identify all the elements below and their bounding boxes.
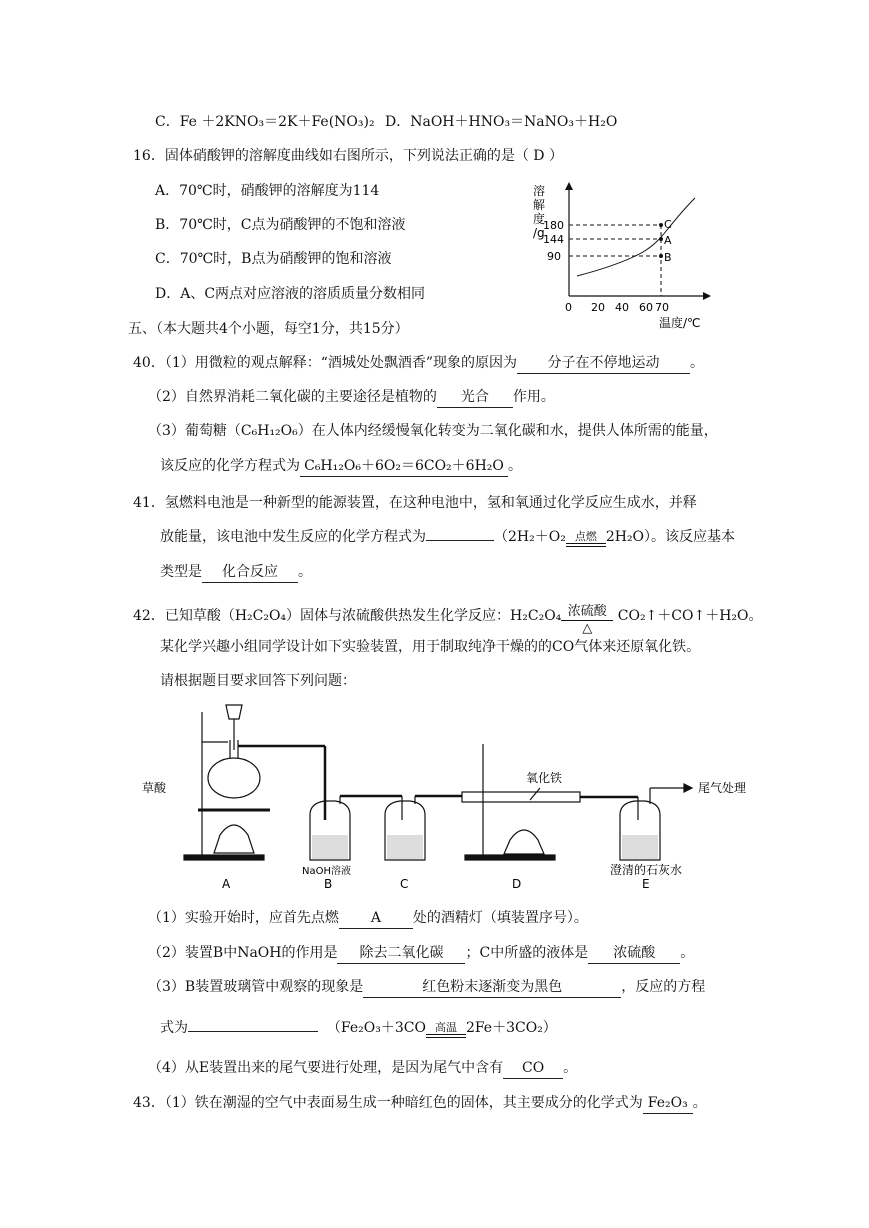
q40-p3-end: 。	[508, 458, 522, 474]
xtick-40: 40	[615, 301, 629, 314]
q42-s1	[148, 908, 588, 929]
ylabel-char-3: 度	[533, 212, 546, 226]
q43-text: 43．（1）铁在潮湿的空气中表面易生成一种暗红色的固体，其主要成分的化学式为	[133, 1095, 643, 1111]
q42-s1-answer: A	[339, 908, 413, 929]
q40-p1-answer: 分子在不停地运动	[517, 353, 690, 374]
q42-products: CO₂↑＋CO↑＋H₂O。	[617, 608, 763, 624]
stand-a-base	[184, 855, 264, 860]
q42-s3b-condition	[426, 1022, 466, 1038]
q42-s4-answer: CO	[503, 1058, 563, 1079]
q40-p1-text: 40．（1）用微粒的观点解释：“酒城处处飘酒香”现象的原因为	[133, 355, 518, 371]
y-axis-arrow	[565, 182, 573, 190]
q42-line1	[133, 594, 763, 636]
q42-s3b-cond-text: 高温	[434, 1021, 457, 1034]
q42-s3b-eq-right: 2Fe＋3CO₂）	[465, 1020, 557, 1036]
label-c: C	[664, 218, 672, 231]
funnel-a	[226, 705, 242, 719]
letter-c: C	[400, 877, 409, 891]
burner-d	[504, 830, 544, 854]
q42-s3b-text: 式为	[160, 1020, 188, 1036]
bottle-c-liquid	[387, 835, 423, 859]
q42-s2-end: 。	[680, 945, 695, 961]
q42-s4-text: （4）从E装置出来的尾气要进行处理，是因为尾气中含有	[148, 1060, 504, 1076]
q42-s2-text: （2）装置B中NaOH的作用是	[148, 945, 338, 961]
q16-option-d: D．A、C两点对应溶液的溶质质量分数相同	[155, 286, 426, 302]
iron-oxide-leader	[530, 788, 540, 800]
q42-s3b-eq-left: （Fe₂O₃＋3CO	[326, 1020, 426, 1036]
q41-line2	[160, 527, 735, 547]
q42-s3b-blank	[188, 1031, 318, 1032]
section-5-heading: 五、（本大题共4个小题，每空1分，共15分）	[128, 321, 409, 337]
tail-arrow	[684, 784, 692, 792]
label-b: B	[664, 251, 672, 264]
q42-cond-top: 浓硫酸	[567, 604, 607, 619]
q42-s2	[148, 943, 694, 964]
q41-line1: 41．氢燃料电池是一种新型的能源装置，在这种电池中，氢和氧通过化学反应生成水，并释	[133, 495, 697, 511]
q40-p3-answer: C₆H₁₂O₆＋6O₂＝6CO₂＋6H₂O	[300, 456, 508, 477]
q42-line3: 请根据题目要求回答下列问题：	[160, 673, 356, 689]
letter-d: D	[512, 877, 522, 891]
xlabel: 温度/℃	[659, 316, 701, 330]
q40-part1	[133, 353, 704, 374]
q15-option-d: D．NaOH＋HNO₃＝NaNO₃＋H₂O	[385, 114, 618, 130]
q41-eq-left: （2H₂＋O₂	[494, 529, 566, 545]
q42-s1-text: （1）实验开始时，应首先点燃	[148, 910, 339, 926]
q16-option-b: B．70℃时，C点为硝酸钾的不饱和溶液	[155, 217, 406, 233]
ylabel-char-1: 溶	[533, 184, 546, 198]
point-a	[659, 237, 663, 241]
q40-p2-end: 作用。	[512, 389, 555, 405]
q43-end: 。	[692, 1095, 707, 1111]
q41-type-answer: 化合反应	[202, 562, 298, 583]
q41-type-text: 类型是	[160, 564, 202, 580]
q42-s3b	[160, 1018, 557, 1038]
q42-condition	[561, 604, 613, 637]
q16-option-c: C．70℃时，B点为硝酸钾的饱和溶液	[155, 251, 392, 267]
bottle-e-liquid	[622, 835, 658, 859]
q43-answer: Fe₂O₃	[643, 1093, 693, 1114]
burner-a	[214, 825, 254, 853]
q40-part2	[148, 387, 555, 408]
q40-part3-line1: （3）葡萄糖（C₆H₁₂O₆）在人体内经缓慢氧化转变为二氧化碳和水，提供人体所需的能量，	[148, 423, 718, 439]
xtick-0: 0	[565, 301, 572, 314]
label-iron-oxide: 氧化铁	[526, 771, 563, 785]
q41-eq-right: 2H₂O）。该反应基本	[605, 529, 736, 545]
letter-a: A	[222, 877, 231, 891]
q42-s4-end: 。	[563, 1060, 578, 1076]
q42-text: 42．已知草酸（H₂C₂O₄）固体与浓硫酸供热发生化学反应：H₂C₂O₄	[133, 608, 562, 624]
q41-type-end: 。	[298, 564, 312, 580]
flask-a	[208, 758, 260, 798]
apparatus-diagram	[140, 700, 747, 900]
q42-s2-mid: ；C中所盛的液体是	[465, 945, 589, 961]
point-b	[659, 254, 663, 258]
stand-d-base	[465, 855, 555, 860]
q41-line3	[160, 562, 312, 583]
q42-s2-answer2: 浓硫酸	[588, 943, 680, 964]
q41-text: 放能量，该电池中发生反应的化学方程式为	[160, 529, 426, 545]
q42-line2: 某化学兴趣小组同学设计如下实验装置，用于制取纯净干燥的的CO气体来还原氧化铁。	[160, 639, 701, 655]
q15-option-c: C．Fe ＋2KNO₃＝2K＋Fe(NO₃)₂	[155, 114, 375, 130]
q43-part1	[133, 1093, 707, 1114]
solubility-chart	[525, 178, 725, 330]
q40-p3-text: 该反应的化学方程式为	[160, 458, 300, 474]
point-c	[659, 223, 663, 227]
q41-answer-blank	[426, 540, 494, 541]
q42-s3-text: （3）B装置玻璃管中观察的现象是	[148, 979, 364, 995]
ylabel-char-4: /g	[533, 226, 545, 240]
label-tail-gas: 尾气处理	[698, 781, 747, 795]
q16-option-a: A．70℃时，硝酸钾的溶解度为114	[155, 183, 380, 199]
ytick-180: 180	[543, 219, 564, 232]
q41-eq-condition	[566, 531, 606, 547]
q41-cond-text: 点燃	[574, 530, 597, 543]
label-a: A	[664, 234, 672, 247]
x-axis-arrow	[703, 292, 711, 300]
q42-s1-end: 处的酒精灯（填装置序号）。	[412, 910, 588, 926]
label-naoh: NaOH溶液	[302, 866, 351, 877]
q40-part3-line2	[160, 456, 522, 477]
q42-cond-bottom: △	[582, 621, 593, 636]
q42-s3-answer: 红色粉末逐渐变为黑色	[363, 977, 621, 998]
solubility-curve	[577, 198, 695, 276]
ylabel-char-2: 解	[533, 198, 546, 212]
q42-s3	[148, 977, 705, 998]
q40-p2-answer: 光合	[437, 387, 513, 408]
letter-e: E	[642, 877, 650, 891]
xtick-20: 20	[591, 301, 605, 314]
q42-s3-end: ，反应的方程	[621, 979, 706, 995]
tube-d	[462, 792, 580, 802]
q42-s2-answer: 除去二氧化碳	[337, 943, 465, 964]
xtick-70: 70	[655, 301, 669, 314]
ytick-90: 90	[547, 250, 561, 263]
xtick-60: 60	[639, 301, 653, 314]
q42-s4	[148, 1058, 577, 1079]
label-limewater: 澄清的石灰水	[610, 863, 683, 877]
letter-b: B	[324, 877, 333, 891]
bottle-b-liquid	[312, 835, 348, 859]
q16-stem: 16．固体硝酸钾的溶解度曲线如右图所示，下列说法正确的是（ D ）	[133, 148, 563, 164]
q40-p1-end: 。	[690, 355, 705, 371]
q40-p2-text: （2）自然界消耗二氧化碳的主要途径是植物的	[148, 389, 437, 405]
label-oxalic: 草酸	[142, 781, 167, 795]
ytick-144: 144	[543, 233, 564, 246]
